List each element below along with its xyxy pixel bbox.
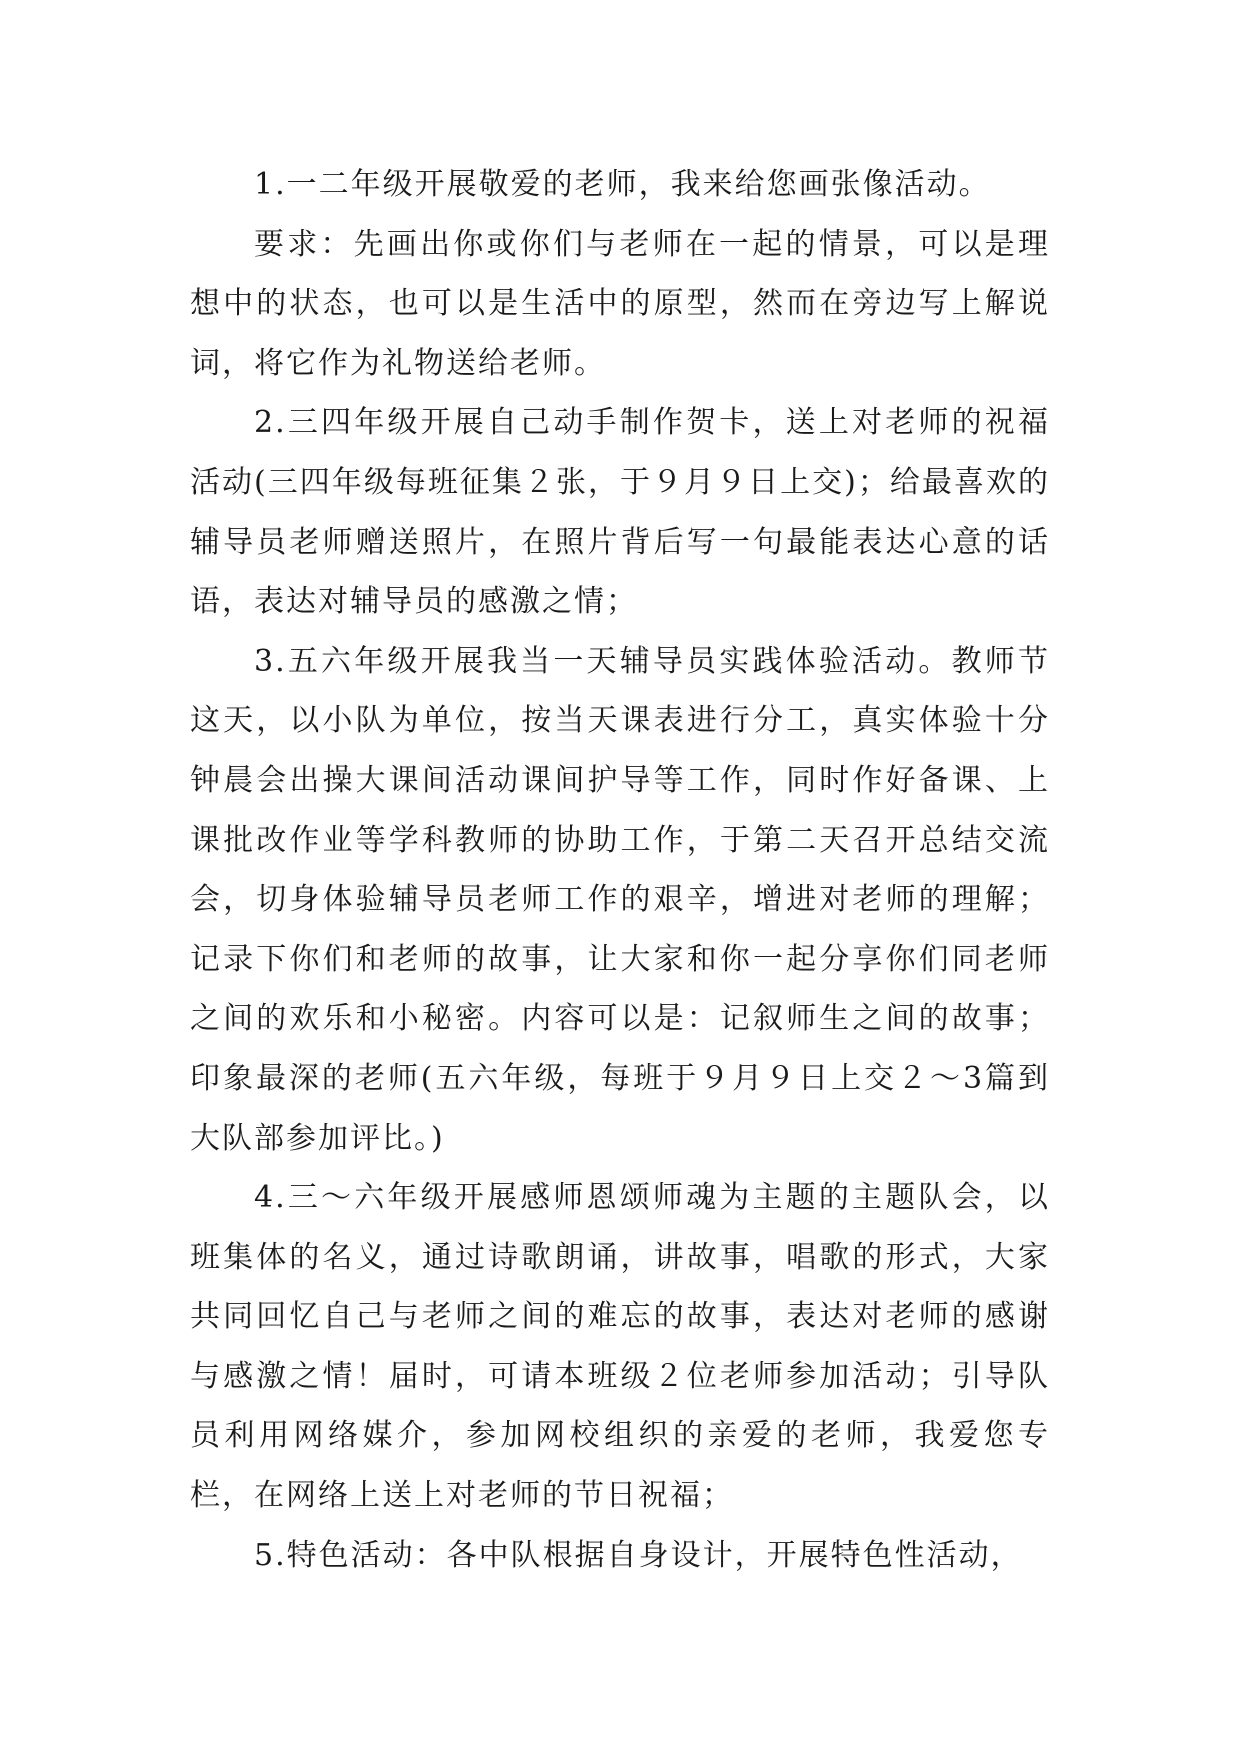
paragraph-1: 1.一二年级开展敬爱的老师，我来给您画张像活动。 [254,167,991,202]
paragraph-6: 5.特色活动：各中队根据自身设计，开展特色性活动， [254,1537,1023,1573]
document-body [190,155,1050,1585]
paragraph-5: 4.三～六年级开展感师恩颂师魂为主题的主题队会，以班集体的名义，通过诗歌朗诵，讲故事，唱歌的形式，大家共同回忆自己与老师之间的难忘的故事，表达对老师的感谢与感激之情！届时，可请本班级２位老师参加活动；引导队员利用网络媒介，参加网校组织的亲爱的老师，我爱您专栏，在网络上送上对老师的节日祝福； [190,1180,1050,1514]
paragraph-2: 要求：先画出你或你们与老师在一起的情景，可以是理想中的状态，也可以是生活中的原型，然而在旁边写上解说词，将它作为礼物送给老师。 [190,226,1050,381]
paragraph-4: 3.五六年级开展我当一天辅导员实践体验活动。教师节这天，以小队为单位，按当天课表进行分工，真实体验十分钟晨会出操大课间活动课间护导等工作，同时作好备课、上课批改作业等学科教师的协助工作，于第二天召开总结交流会，切身体验辅导员老师工作的艰辛，增进对老师的理解；记录下你们和老师的故事，让大家和你一起分享你们同老师之间的欢乐和小秘密。内容可以是：记叙师生之间的故事；印象最深的老师(五六年级，每班于９月９日上交２～3篇到大队部参加评比。) [190,643,1050,1156]
paragraph-3: 2.三四年级开展自己动手制作贺卡，送上对老师的祝福活动(三四年级每班征集２张，于９月９日上交)；给最喜欢的辅导员老师赠送照片，在照片背后写一句最能表达心意的话语，表达对辅导员的感激之情； [190,405,1050,620]
